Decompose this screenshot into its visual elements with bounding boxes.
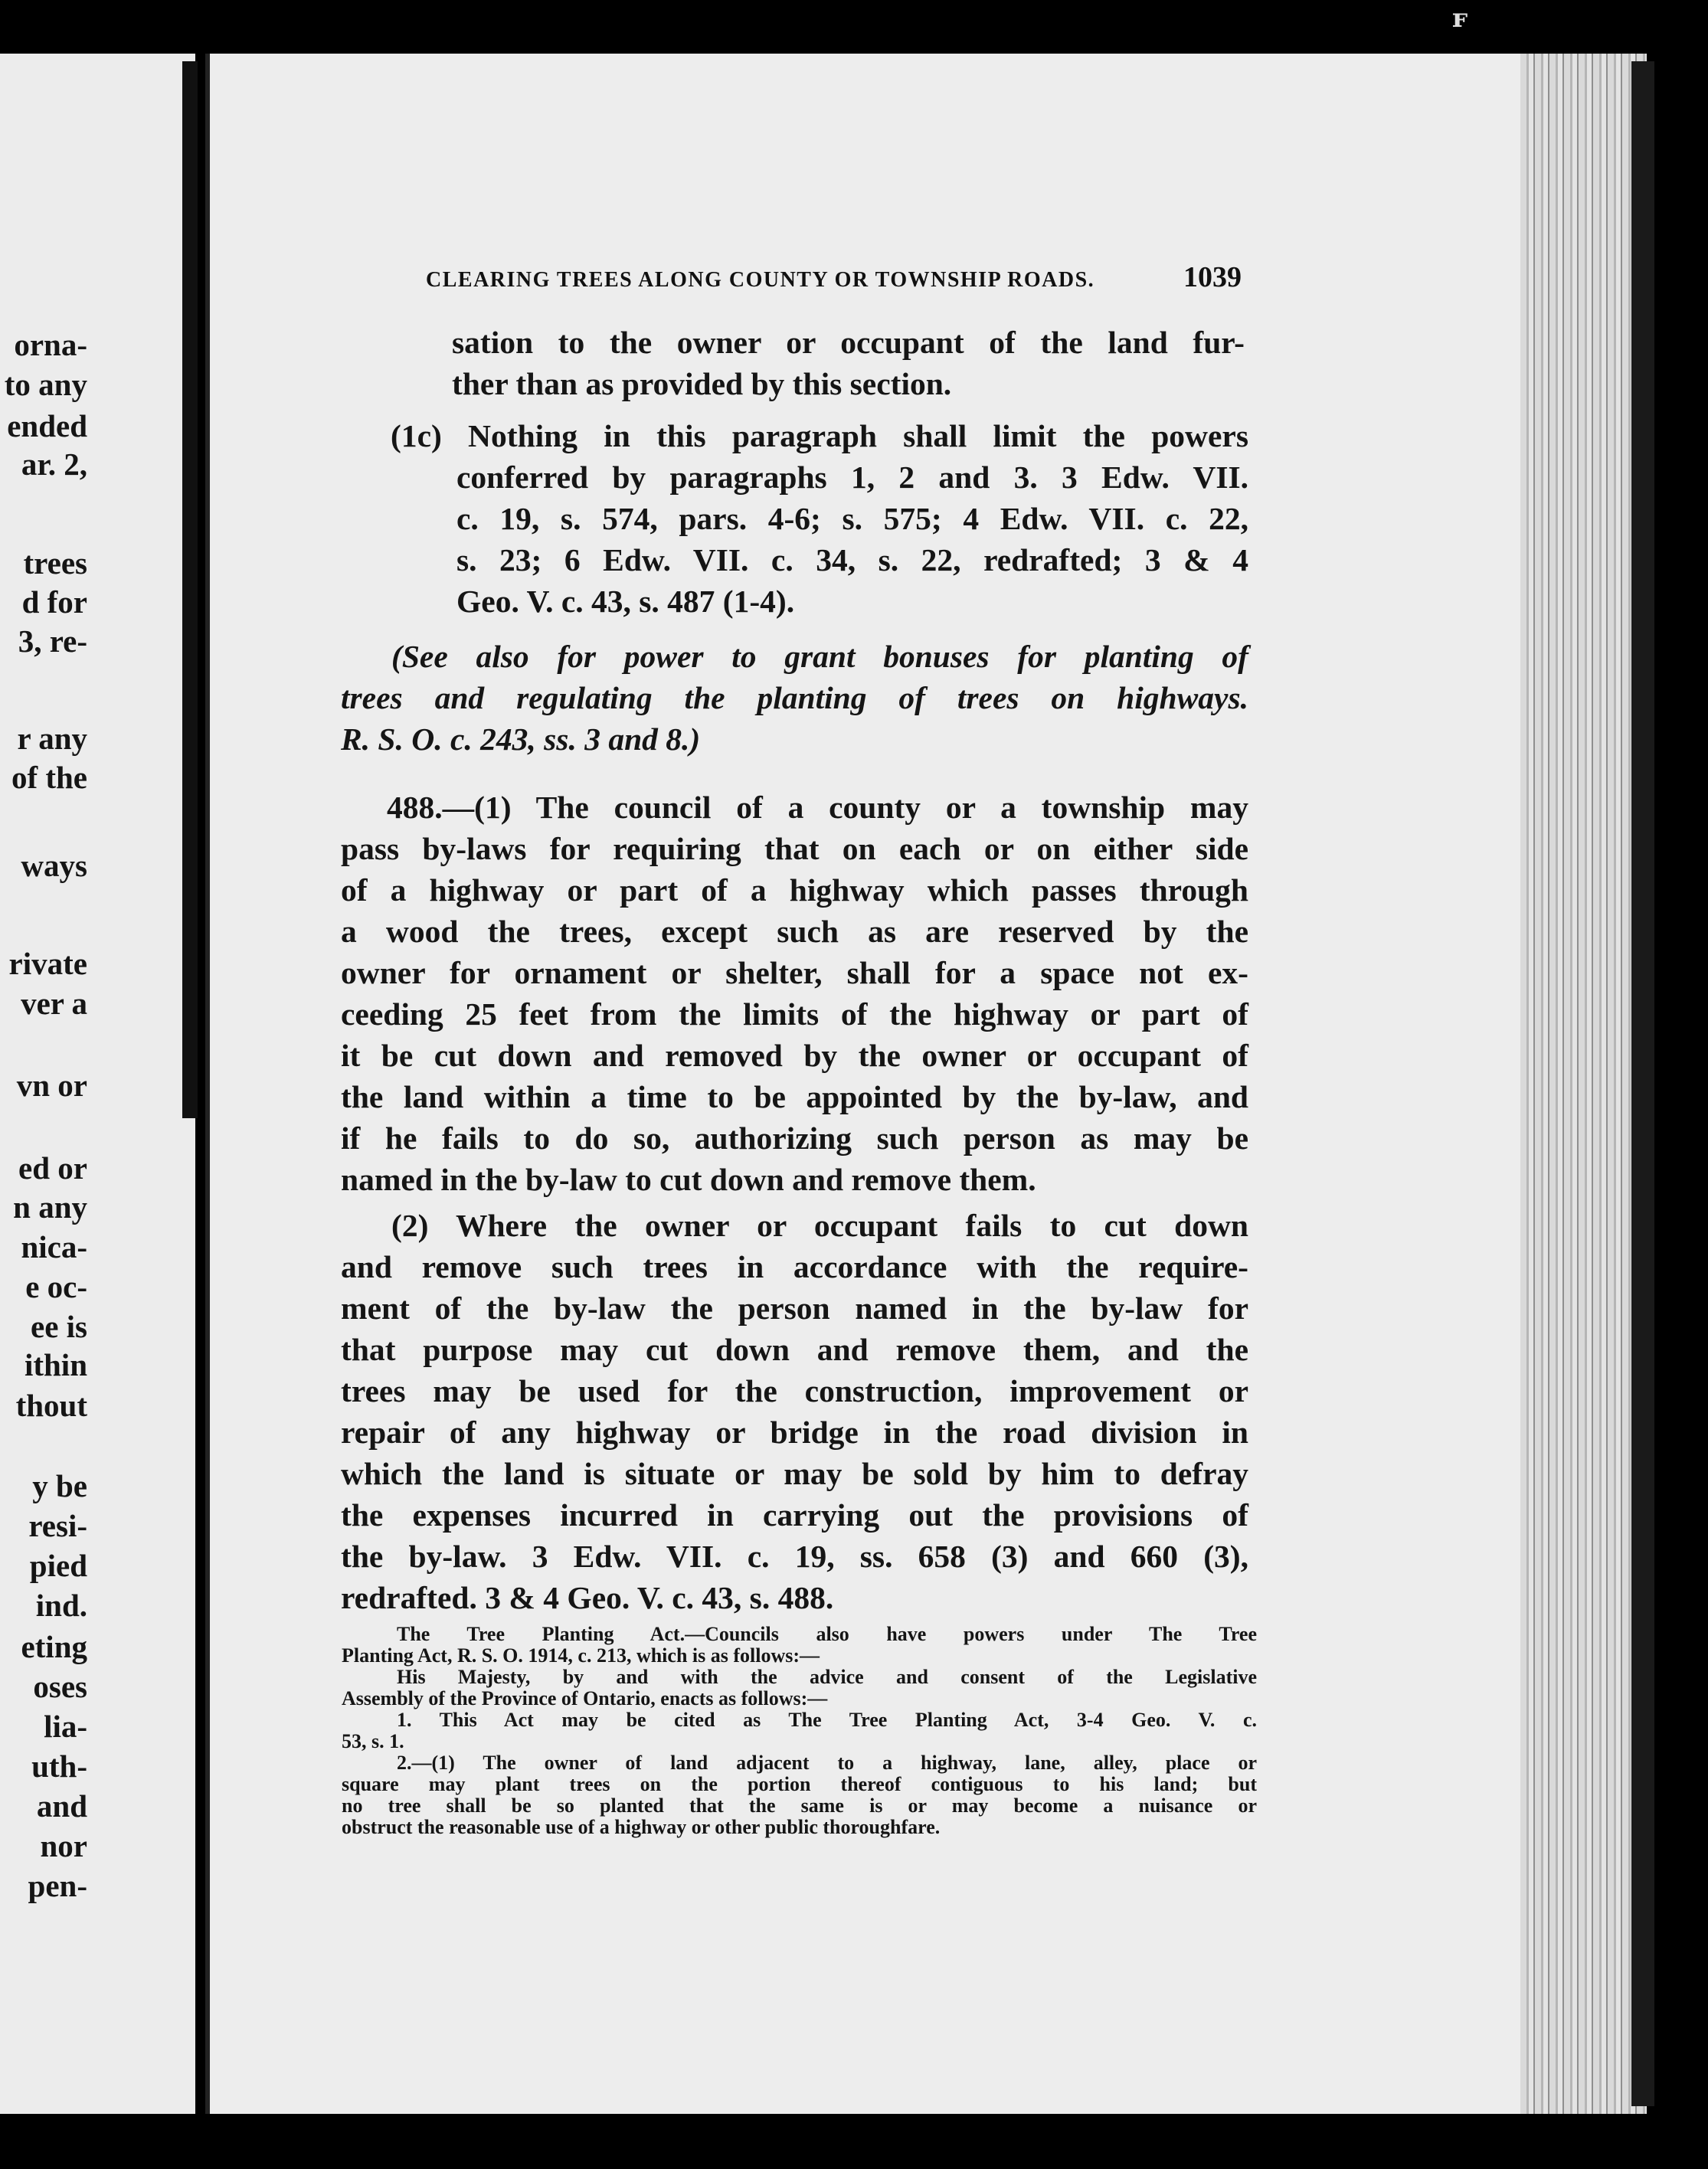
left-page-fragment: ar. 2, [21, 447, 87, 482]
footnote-line: square may plant trees on the portion thereof contiguous to his land; but [342, 1773, 1257, 1795]
text-line: (2) Where the owner or occupant fails to cut down [391, 1208, 1248, 1243]
left-page-fragment: d for [21, 584, 87, 620]
paragraph-1c [391, 415, 1248, 622]
text-line: ment of the by-law the person named in the by-law for [341, 1291, 1248, 1326]
text-line: that purpose may cut down and remove them, and the [341, 1332, 1248, 1367]
footnote-line: no tree shall be so planted that the same is or may become a nuisance or [342, 1794, 1257, 1817]
left-page-fragment: ed or [18, 1150, 87, 1186]
footnote-line: Assembly of the Province of Ontario, enacts as follows:— [342, 1687, 828, 1709]
footnote-line: 53, s. 1. [342, 1730, 404, 1752]
left-page-fragment: pied [29, 1548, 87, 1583]
text-line: if he fails to do so, authorizing such person as may be [341, 1120, 1248, 1156]
text-line: R. S. O. c. 243, ss. 3 and 8.) [341, 721, 701, 757]
footnote-line: The Tree Planting Act.—Councils also have powers under The Tree [397, 1623, 1257, 1645]
text-line: (See also for power to grant bonuses for planting of [391, 639, 1248, 674]
text-line: the by-law. 3 Edw. VII. c. 19, ss. 658 (3) and 660 (3), [341, 1539, 1248, 1574]
left-page-fragment: 3, re- [18, 623, 87, 659]
text-line: repair of any highway or bridge in the road division in [341, 1415, 1248, 1450]
page-edges [1520, 54, 1647, 2114]
left-page-fragment: y be [32, 1468, 87, 1503]
text-line: Geo. V. c. 43, s. 487 (1-4). [456, 584, 795, 619]
text-line: which the land is situate or may be sold by him to defray [341, 1456, 1248, 1491]
corner-mark: ꜰ [1452, 5, 1468, 33]
left-page-fragment: and [36, 1788, 87, 1824]
footnote-line: 1. This Act may be cited as The Tree Planting Act, 3-4 Geo. V. c. [397, 1709, 1257, 1731]
text-line: ther than as provided by this section. [452, 366, 952, 401]
left-page-fragment: rivate [8, 946, 87, 981]
left-page-fragment: lia- [44, 1709, 87, 1744]
text-line: sation to the owner or occupant of the land fur- [452, 325, 1245, 360]
page-number: 1039 [1183, 261, 1242, 293]
text-line: it be cut down and removed by the owner or occupant of [341, 1038, 1248, 1073]
left-page-fragment: ee is [31, 1309, 87, 1344]
left-page-text-fragments [0, 54, 92, 2114]
text-line: c. 19, s. 574, pars. 4-6; s. 575; 4 Edw. VII. c. 22, [456, 501, 1248, 536]
left-page-fragment: to any [4, 367, 87, 402]
text-line: pass by-laws for requiring that on each or on either side [341, 831, 1248, 866]
text-line: (1c) Nothing in this paragraph shall limit the powers [391, 418, 1248, 453]
left-facing-page [0, 54, 195, 2114]
running-head: CLEARING TREES ALONG COUNTY OR TOWNSHIP ROADS. [426, 268, 1095, 292]
text-line: and remove such trees in accordance with the require- [341, 1249, 1248, 1284]
left-page-fragment: of the [11, 760, 87, 795]
see-also-note [341, 636, 1248, 760]
text-line: the expenses incurred in carrying out the provisions of [341, 1497, 1248, 1533]
left-page-fragment: ver a [21, 986, 87, 1021]
footnote-line: obstruct the reasonable use of a highway or other public thoroughfare. [342, 1816, 941, 1838]
left-page-fragment: eting [21, 1629, 87, 1664]
text-line: owner for ornament or shelter, shall for a space not ex- [341, 955, 1248, 990]
text-line: trees and regulating the planting of trees on highways. [341, 680, 1248, 715]
left-page-fragment: resi- [28, 1508, 87, 1543]
left-page-fragment: uth- [31, 1749, 87, 1784]
footnote-line: His Majesty, by and with the advice and consent of the Legislative [397, 1666, 1257, 1688]
paragraph-continuation [452, 322, 1245, 404]
text-line: s. 23; 6 Edw. VII. c. 34, s. 22, redrafted; 3 & 4 [456, 542, 1248, 577]
footnote-line: Planting Act, R. S. O. 1914, c. 213, which is as follows:— [342, 1644, 820, 1667]
left-page-fragment: ind. [35, 1588, 87, 1623]
left-page-fragment: oses [33, 1669, 87, 1704]
left-page-fragment: vn or [16, 1068, 87, 1103]
left-page-fragment: ended [7, 408, 87, 443]
section-488-subsection-1 [341, 787, 1248, 1200]
text-line: of a highway or part of a highway which passes through [341, 872, 1248, 908]
text-line: redrafted. 3 & 4 Geo. V. c. 43, s. 488. [341, 1580, 834, 1615]
text-line: a wood the trees, except such as are reserved by the [341, 914, 1248, 949]
left-page-fragment: nica- [21, 1229, 87, 1264]
left-page-fragment: n any [13, 1189, 87, 1225]
left-page-fragment: nor [40, 1828, 87, 1863]
left-page-fragment: orna- [14, 327, 87, 362]
text-line: ceeding 25 feet from the limits of the highway or part of [341, 996, 1248, 1032]
text-line: the land within a time to be appointed by the by-law, and [341, 1079, 1248, 1114]
left-page-fragment: ithin [24, 1347, 87, 1382]
left-page-fragment: ways [21, 848, 87, 883]
book-cover-edge [1631, 61, 1654, 2106]
footnote-tree-planting-act [342, 1624, 1257, 1838]
footnote-line: 2.—(1) The owner of land adjacent to a highway, lane, alley, place or [397, 1752, 1257, 1774]
book-gutter [182, 61, 198, 1118]
left-page-fragment: thout [15, 1388, 87, 1423]
section-488-subsection-2 [341, 1205, 1248, 1618]
left-page-fragment: pen- [28, 1868, 87, 1903]
text-line: named in the by-law to cut down and remove them. [341, 1162, 1036, 1197]
left-page-fragment: e oc- [25, 1269, 87, 1304]
left-page-fragment: r any [17, 721, 87, 756]
text-line: trees may be used for the construction, improvement or [341, 1373, 1248, 1408]
left-page-fragment: trees [23, 545, 87, 581]
text-line: conferred by paragraphs 1, 2 and 3. 3 Edw. VII. [456, 460, 1248, 495]
text-line: 488.—(1) The council of a county or a township may [387, 790, 1248, 825]
